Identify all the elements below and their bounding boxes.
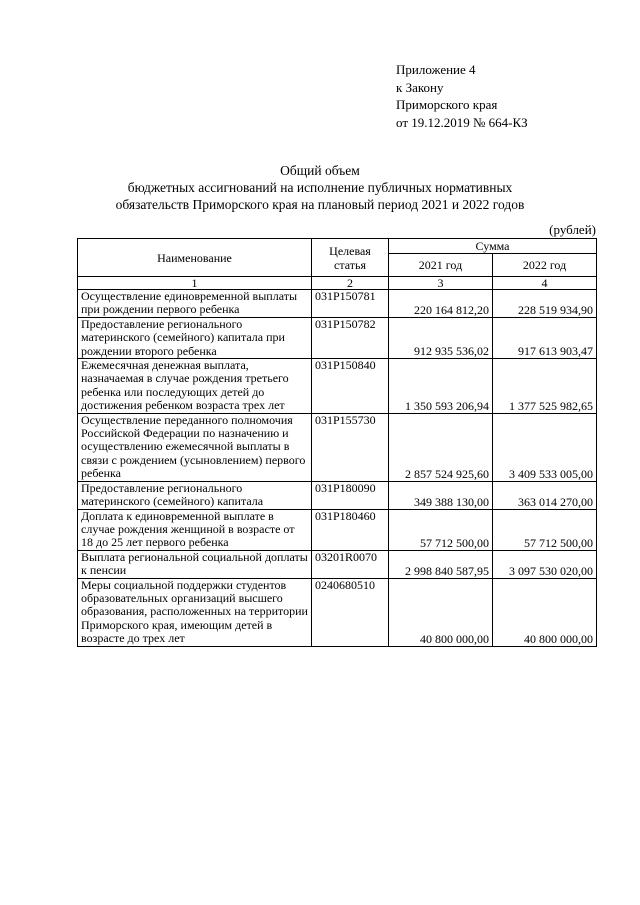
header-year-2022: 2022 год [493, 254, 597, 277]
table-row [78, 550, 597, 578]
row-code: 031P150781 [312, 290, 389, 318]
row-amount-2021: 912 935 536,02 [389, 317, 493, 358]
row-amount-2021: 2 857 524 925,60 [389, 413, 493, 481]
row-code: 031P150840 [312, 359, 389, 414]
budget-table [77, 238, 597, 647]
row-name: Выплата региональной социальной доплаты к пенсии [78, 550, 312, 578]
row-code: 0240680510 [312, 578, 389, 646]
row-amount-2021: 2 998 840 587,95 [389, 550, 493, 578]
row-amount-2021: 349 388 130,00 [389, 481, 493, 509]
title-line-3: обязательств Приморского края на плановый период 2021 и 2022 годов [115, 197, 525, 212]
table-row [78, 290, 597, 318]
table-row [78, 317, 597, 358]
row-amount-2021: 57 712 500,00 [389, 509, 493, 550]
row-name: Предоставление регионального материнского (семейного) капитала при рождении второго ребенка [78, 317, 312, 358]
row-amount-2022: 3 409 533 005,00 [493, 413, 597, 481]
row-amount-2022: 57 712 500,00 [493, 509, 597, 550]
row-amount-2021: 1 350 593 206,94 [389, 359, 493, 414]
row-amount-2021: 40 800 000,00 [389, 578, 493, 646]
row-code: 031P150782 [312, 317, 389, 358]
unit-label: (рублей) [549, 222, 596, 237]
row-name: Осуществление переданного полномочия Российской Федерации по назначению и осуществлению ежемесячной выплаты в связи с рождением (усыновлением) первого ребенка [78, 413, 312, 481]
appendix-header [396, 61, 528, 131]
row-amount-2022: 363 014 270,00 [493, 481, 597, 509]
header-code: Целевая статья [312, 239, 389, 277]
row-amount-2022: 228 519 934,90 [493, 290, 597, 318]
table-row [78, 578, 597, 646]
column-number-row [78, 277, 597, 290]
column-number: 1 [78, 277, 312, 290]
row-name: Меры социальной поддержки студентов образовательных организаций высшего образования, расположенных на территории Приморского края, имеющим детей в возрасте до трех лет [78, 578, 312, 646]
row-name: Предоставление регионального материнского (семейного) капитала [78, 481, 312, 509]
row-code: 031P155730 [312, 413, 389, 481]
header-year-2021: 2021 год [389, 254, 493, 277]
table-row [78, 413, 597, 481]
table-row [78, 359, 597, 414]
row-amount-2022: 3 097 530 020,00 [493, 550, 597, 578]
column-number: 3 [389, 277, 493, 290]
table-row [78, 509, 597, 550]
table-row [78, 481, 597, 509]
header-name: Наименование [78, 239, 312, 277]
appendix-line-1: Приложение 4 [396, 62, 476, 77]
document-title [0, 162, 640, 213]
appendix-line-4: от 19.12.2019 № 664-КЗ [396, 114, 528, 130]
row-amount-2021: 220 164 812,20 [389, 290, 493, 318]
row-name: Осуществление единовременной выплаты при рождении первого ребенка [78, 290, 312, 318]
row-amount-2022: 917 613 903,47 [493, 317, 597, 358]
row-amount-2022: 1 377 525 982,65 [493, 359, 597, 414]
column-number: 4 [493, 277, 597, 290]
row-code: 031P180460 [312, 509, 389, 550]
appendix-line-3: Приморского края [396, 97, 498, 112]
appendix-line-2: к Закону [396, 79, 444, 95]
row-name: Доплата к единовременной выплате в случае рождения женщиной в возрасте от 18 до 25 лет первого ребенка [78, 509, 312, 550]
title-line-2: бюджетных ассигнований на исполнение публичных нормативных [127, 180, 513, 195]
row-amount-2022: 40 800 000,00 [493, 578, 597, 646]
row-code: 031P180090 [312, 481, 389, 509]
row-name: Ежемесячная денежная выплата, назначаемая в случае рождения третьего ребенка или последующих детей до достижения ребенком возраста трех лет [78, 359, 312, 414]
row-code: 03201R0070 [312, 550, 389, 578]
column-number: 2 [312, 277, 389, 290]
title-line-1: Общий объем [280, 163, 360, 178]
header-sum: Сумма [389, 239, 597, 254]
